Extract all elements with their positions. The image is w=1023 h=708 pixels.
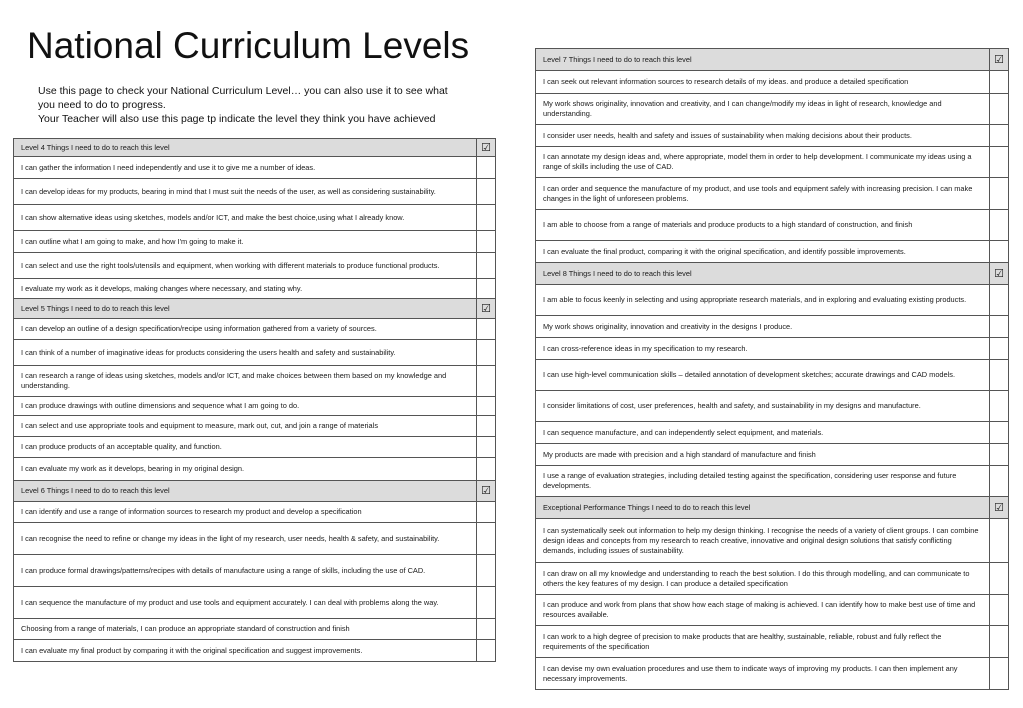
checkbox-icon[interactable]: ☑ [990,49,1009,71]
tick-box-cell[interactable] [477,157,496,179]
tick-box-cell[interactable] [477,458,496,481]
criterion-text: I can produce products of an acceptable quality, and function. [14,437,477,458]
criterion-text: I can cross-reference ideas in my specification to my research. [536,338,990,360]
criterion-row [536,316,1009,338]
tick-box-cell[interactable] [990,422,1009,444]
criterion-row [536,210,1009,241]
tick-box-cell[interactable] [477,205,496,231]
criterion-text: I am able to choose from a range of materials and produce products to a high standard of construction, and finish [536,210,990,241]
criterion-row [536,626,1009,658]
level-header-label: Level 7 Things I need to do to reach this level [536,49,990,71]
criterion-row [536,466,1009,497]
tick-box-cell[interactable] [477,340,496,366]
criterion-text: I can sequence the manufacture of my product and use tools and equipment accurately. I can deal with problems along the way. [14,587,477,619]
levels-7-exceptional-column [535,48,1009,690]
checkbox-icon[interactable]: ☑ [990,263,1009,285]
criterion-row [14,437,496,458]
criterion-text: I consider user needs, health and safety and issues of sustainability when making decisions about their products. [536,125,990,147]
criterion-text: My work shows originality, innovation and creativity, and I can change/modify my ideas in light of research, knowledge and understanding. [536,94,990,125]
criterion-text: I can draw on all my knowledge and understanding to reach the best solution. I do this through modelling, and can communicate to others the key features of my design. I can produce a detailed specification [536,563,990,595]
criterion-text: I am able to focus keenly in selecting and using appropriate research materials, and in exploring and evaluating existing products. [536,285,990,316]
criterion-text: I can systematically seek out information to help my design thinking. I recognise the needs of a variety of client groups. I can combine design ideas and concepts from my research to reach creative, innovative and original design solutions that satisfy conflicting demands, including issues of sustainability. [536,519,990,563]
criterion-row [14,502,496,523]
criterion-row [536,658,1009,690]
tick-box-cell[interactable] [990,338,1009,360]
criterion-text: I can use high-level communication skills – detailed annotation of development sketches; accurate drawings and CAD models. [536,360,990,391]
criterion-text: I can show alternative ideas using sketches, models and/or ICT, and make the best choice,using what I already know. [14,205,477,231]
levels-7-exceptional-table [535,48,1009,690]
criterion-text: My products are made with precision and a high standard of manufacture and finish [536,444,990,466]
tick-box-cell[interactable] [990,391,1009,422]
criterion-text: I consider limitations of cost, user preferences, health and safety, and sustainability in my designs and manufacture. [536,391,990,422]
tick-box-cell[interactable] [990,147,1009,178]
tick-box-cell[interactable] [990,241,1009,263]
criterion-row [536,444,1009,466]
tick-box-cell[interactable] [990,444,1009,466]
criterion-row [536,595,1009,626]
tick-box-cell[interactable] [990,519,1009,563]
criterion-row [536,422,1009,444]
level-header-row [536,497,1009,519]
criterion-text: I can identify and use a range of information sources to research my product and develop a specification [14,502,477,523]
intro-text [38,84,478,126]
criterion-row [14,157,496,179]
tick-box-cell[interactable] [477,555,496,587]
level-header-label: Level 4 Things I need to do to reach this level [14,139,477,157]
criterion-row [14,319,496,340]
checkbox-icon[interactable]: ☑ [477,139,496,157]
tick-box-cell[interactable] [990,178,1009,210]
tick-box-cell[interactable] [990,658,1009,690]
criterion-row [14,340,496,366]
criterion-text: I can evaluate the final product, comparing it with the original specification, and identify possible improvements. [536,241,990,263]
checkbox-icon[interactable]: ☑ [477,481,496,502]
criterion-row [536,125,1009,147]
level-header-row [536,49,1009,71]
tick-box-cell[interactable] [477,397,496,416]
criterion-row [14,205,496,231]
tick-box-cell[interactable] [990,210,1009,241]
criterion-text: I can select and use appropriate tools and equipment to measure, mark out, cut, and join a range of materials [14,416,477,437]
checkbox-icon[interactable]: ☑ [477,299,496,319]
criterion-text: I can think of a number of imaginative ideas for products considering the users health and safety and sustainability. [14,340,477,366]
tick-box-cell[interactable] [990,285,1009,316]
tick-box-cell[interactable] [990,71,1009,94]
level-header-row [14,481,496,502]
criterion-text: I can produce drawings with outline dimensions and sequence what I am going to do. [14,397,477,416]
criterion-row [14,587,496,619]
tick-box-cell[interactable] [990,563,1009,595]
criterion-row [536,563,1009,595]
criterion-text: I can research a range of ideas using sketches, models and/or ICT, and make choices between them based on my knowledge and understanding. [14,366,477,397]
level-header-label: Level 6 Things I need to do to reach this level [14,481,477,502]
criterion-text: I can evaluate my final product by comparing it with the original specification and suggest improvements. [14,640,477,662]
criterion-text: I can develop an outline of a design specification/recipe using information gathered from a variety of sources. [14,319,477,340]
criterion-text: I can devise my own evaluation procedures and use them to indicate ways of improving my products. I can then implement any necessary improvements. [536,658,990,690]
levels-4-6-column [13,138,496,662]
tick-box-cell[interactable] [477,416,496,437]
criterion-text: I use a range of evaluation strategies, including detailed testing against the specification, considering user response and future developments. [536,466,990,497]
tick-box-cell[interactable] [990,595,1009,626]
tick-box-cell[interactable] [990,626,1009,658]
criterion-row [536,178,1009,210]
criterion-row [14,397,496,416]
tick-box-cell[interactable] [990,466,1009,497]
criterion-row [14,523,496,555]
level-header-label: Level 8 Things I need to do to reach this level [536,263,990,285]
intro-line: you need to do to progress. [38,99,166,111]
criterion-row [536,391,1009,422]
criterion-text: My work shows originality, innovation and creativity in the designs I produce. [536,316,990,338]
criterion-text: I can select and use the right tools/utensils and equipment, when working with different materials to produce functional products. [14,253,477,279]
tick-box-cell[interactable] [990,94,1009,125]
criterion-row [536,241,1009,263]
criterion-row [14,416,496,437]
criterion-row [536,360,1009,391]
tick-box-cell[interactable] [477,179,496,205]
criterion-text: I can order and sequence the manufacture of my product, and use tools and equipment safely with increasing precision. I can make changes in the light of unforeseen problems. [536,178,990,210]
criterion-row [536,94,1009,125]
tick-box-cell[interactable] [477,366,496,397]
criterion-row [536,147,1009,178]
tick-box-cell[interactable] [477,253,496,279]
criterion-text: I evaluate my work as it develops, making changes where necessary, and stating why. [14,279,477,299]
page-title: National Curriculum Levels [27,25,470,66]
criterion-text: I can produce formal drawings/patterns/recipes with details of manufacture using a range of skills, including the use of CAD. [14,555,477,587]
criterion-text: I can recognise the need to refine or change my ideas in the light of my research, user needs, health & safety, and sustainability. [14,523,477,555]
criterion-row [14,231,496,253]
tick-box-cell[interactable] [477,502,496,523]
criterion-text: I can work to a high degree of precision to make products that are healthy, sustainable, reliable, robust and fully reflect the requirements of the specification [536,626,990,658]
tick-box-cell[interactable] [990,360,1009,391]
levels-4-6-table [13,138,496,662]
tick-box-cell[interactable] [477,640,496,662]
level-header-label: Exceptional Performance Things I need to do to reach this level [536,497,990,519]
tick-box-cell[interactable] [990,125,1009,147]
criterion-text: I can sequence manufacture, and can independently select equipment, and materials. [536,422,990,444]
criterion-row [14,458,496,481]
criterion-text: I can gather the information I need independently and use it to give me a number of ideas. [14,157,477,179]
level-header-row [14,139,496,157]
tick-box-cell[interactable] [477,523,496,555]
criterion-row [536,71,1009,94]
intro-line: Your Teacher will also use this page tp indicate the level they think you have achieved [38,113,436,125]
criterion-row [536,338,1009,360]
tick-box-cell[interactable] [477,437,496,458]
tick-box-cell[interactable] [477,231,496,253]
criterion-row [14,279,496,299]
criterion-text: I can outline what I am going to make, and how I'm going to make it. [14,231,477,253]
criterion-text: I can develop ideas for my products, bearing in mind that I must suit the needs of the user, as well as considering sustainability. [14,179,477,205]
criterion-text: I can produce and work from plans that show how each stage of making is achieved. I can identify how to make best use of time and resources available. [536,595,990,626]
level-header-label: Level 5 Things I need to do to reach this level [14,299,477,319]
criterion-row [14,253,496,279]
level-header-row [536,263,1009,285]
intro-line: Use this page to check your National Curriculum Level… you can also use it to see what [38,85,448,97]
criterion-text: I can annotate my design ideas and, where appropriate, model them in order to help development. I communicate my ideas using a range of skills including the use of CAD. [536,147,990,178]
criterion-row [536,285,1009,316]
criterion-row [14,366,496,397]
criterion-row [536,519,1009,563]
level-header-row [14,299,496,319]
criterion-row [14,555,496,587]
criterion-text: I can seek out relevant information sources to research details of my ideas. and produce a detailed specification [536,71,990,94]
criterion-text: Choosing from a range of materials, I can produce an appropriate standard of construction and finish [14,619,477,640]
checkbox-icon[interactable]: ☑ [990,497,1009,519]
tick-box-cell[interactable] [477,319,496,340]
criterion-row [14,179,496,205]
criterion-text: I can evaluate my work as it develops, bearing in my original design. [14,458,477,481]
tick-box-cell[interactable] [477,619,496,640]
criterion-row [14,619,496,640]
tick-box-cell[interactable] [477,279,496,299]
tick-box-cell[interactable] [477,587,496,619]
criterion-row [14,640,496,662]
tick-box-cell[interactable] [990,316,1009,338]
